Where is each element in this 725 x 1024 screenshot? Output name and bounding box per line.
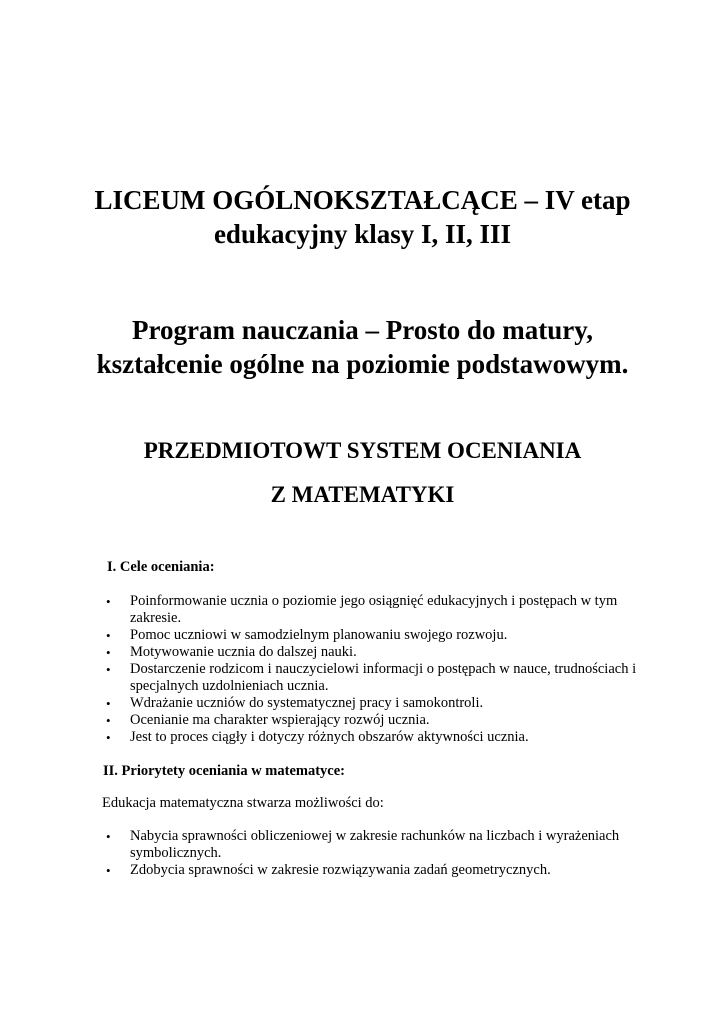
bullet-icon: •: [106, 829, 111, 844]
section-1-heading: I. Cele oceniania:: [107, 559, 215, 575]
list-item-text: Zdobycia sprawności w zakresie rozwiązywania zadań geometrycznych.: [130, 862, 551, 878]
list-item: [104, 828, 644, 862]
list-item: [104, 712, 644, 729]
system-title-line-1: PRZEDMIOTOWT SYSTEM OCENIANIA: [143, 438, 582, 463]
list-item: [104, 627, 644, 644]
list-item-text: Pomoc uczniowi w samodzielnym planowaniu swojego rozwoju.: [130, 627, 508, 643]
system-title-line-2: Z MATEMATYKI: [270, 482, 455, 507]
list-item: [104, 661, 644, 695]
list-item: [104, 729, 644, 746]
list-item: [104, 593, 644, 627]
list-item-text: Nabycia sprawności obliczeniowej w zakresie rachunków na liczbach i wyrażeniach symbolicznych.: [130, 828, 620, 861]
bullet-icon: •: [106, 696, 111, 711]
bullet-icon: •: [106, 863, 111, 878]
program-title: [0, 313, 725, 381]
list-item-text: Dostarczenie rodzicom i nauczycielowi informacji o postępach w nauce, trudnościach i specjalnych uzdolnieniach ucznia.: [130, 661, 637, 694]
list-item: [104, 644, 644, 661]
bullet-icon: •: [106, 594, 111, 609]
list-item: [104, 695, 644, 712]
list-item-text: Wdrażanie uczniów do systematycznej pracy i samokontroli.: [130, 695, 484, 711]
program-title-line-1: Program nauczania – Prosto do matury,: [132, 315, 593, 345]
list-item-text: Poinformowanie ucznia o poziomie jego osiągnięć edukacyjnych i postępach w tym zakresie.: [130, 593, 618, 626]
bullet-icon: •: [106, 662, 111, 677]
program-title-line-2: kształcenie ogólne na poziomie podstawowym.: [96, 349, 629, 379]
bullet-icon: •: [106, 628, 111, 643]
section-2-list: [104, 828, 644, 879]
list-item-text: Motywowanie ucznia do dalszej nauki.: [130, 644, 357, 660]
section-2-heading: II. Priorytety oceniania w matematyce:: [103, 763, 345, 779]
school-title-line-2: edukacyjny klasy I, II, III: [213, 219, 512, 249]
school-title-line-1: LICEUM OGÓLNOKSZTAŁCĄCE – IV etap: [94, 185, 631, 215]
section-1-list: [104, 593, 644, 746]
list-item: [104, 862, 644, 879]
list-item-text: Jest to proces ciągły i dotyczy różnych obszarów aktywności ucznia.: [130, 729, 529, 745]
bullet-icon: •: [106, 730, 111, 745]
school-title: [0, 183, 725, 251]
bullet-icon: •: [106, 713, 111, 728]
section-2-intro: Edukacja matematyczna stwarza możliwości do:: [102, 795, 384, 811]
bullet-icon: •: [106, 645, 111, 660]
list-item-text: Ocenianie ma charakter wspierający rozwój ucznia.: [130, 712, 430, 728]
